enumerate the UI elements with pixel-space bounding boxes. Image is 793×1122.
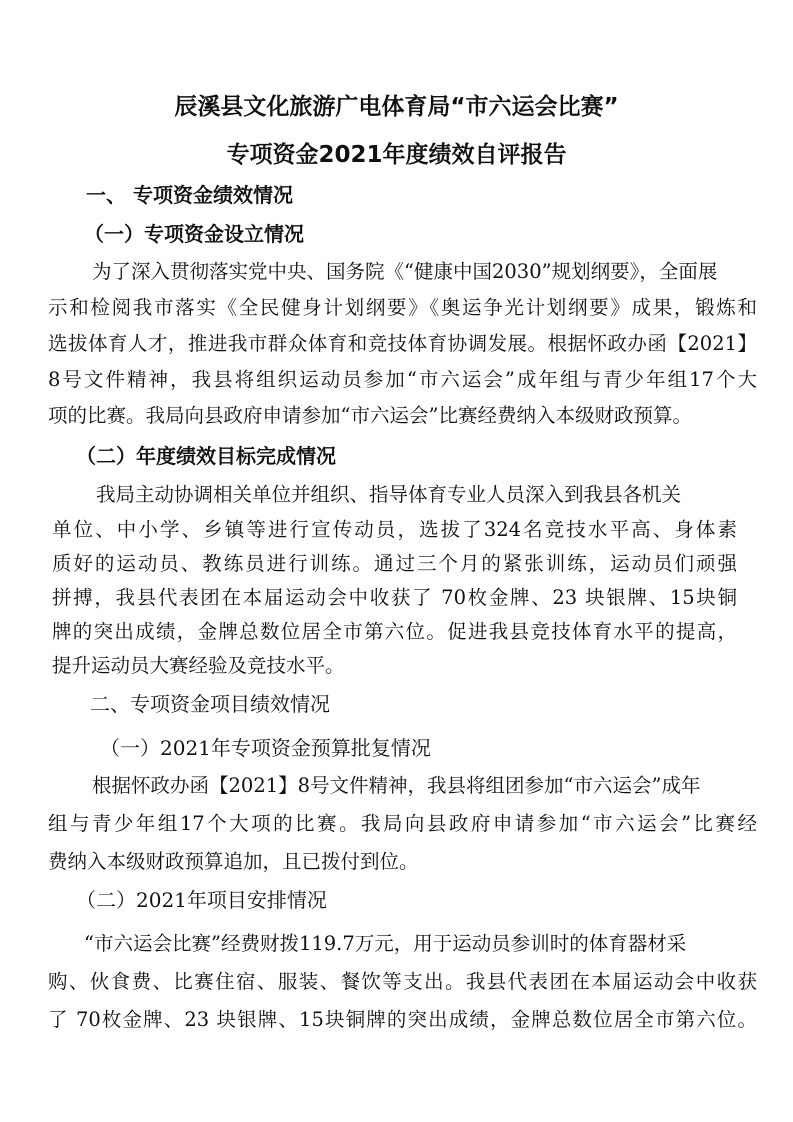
section-2-1-heading: （一）2021年专项资金预算批复情况 bbox=[100, 736, 431, 760]
paragraph-line: 项的比赛。我局向县政府申请参加“市六运会”比赛经费纳入本级财政预算。 bbox=[48, 404, 692, 427]
paragraph-line: 质好的运动员、教练员进行训练。通过三个月的紧张训练，运动员们顽强 bbox=[52, 552, 737, 575]
paragraph-line: 牌的突出成绩，金牌总数位居全市第六位。促进我县竞技体育水平的提高， bbox=[52, 620, 737, 643]
paragraph-line: 根据怀政办函【2021】8号文件精神，我县将组团参加“市六运会”成年 bbox=[92, 774, 701, 797]
paragraph-line: 费纳入本级财政预算追加，且已拨付到位。 bbox=[48, 850, 419, 873]
paragraph-line: 单位、中小学、乡镇等进行宣传动员，选拔了324名竞技水平高、身体素 bbox=[52, 518, 737, 541]
paragraph-line: 为了深入贯彻落实党中央、国务院《“健康中国2030”规划纲要》，全面展 bbox=[92, 260, 718, 283]
section-1-1-heading: （一）专项资金设立情况 bbox=[84, 222, 304, 246]
paragraph-line: “市六运会比赛”经费财拨119.7万元，用于运动员参训时的体育器材采 bbox=[84, 932, 687, 955]
paragraph-line: 组与青少年组17个大项的比赛。我局向县政府申请参加“市六运会”比赛经 bbox=[48, 812, 757, 835]
document-title-line-2: 专项资金2021年度绩效自评报告 bbox=[226, 142, 567, 168]
section-1-2-heading: （二）年度绩效目标完成情况 bbox=[76, 444, 336, 468]
document-title-line-1: 辰溪县文化旅游广电体育局“市六运会比赛” bbox=[174, 94, 619, 120]
paragraph-line: 选拔体育人才，推进我市群众体育和竞技体育协调发展。根据怀政办函【2021】 bbox=[48, 332, 757, 355]
section-1-heading: 一、 专项资金绩效情况 bbox=[86, 183, 293, 207]
paragraph-line: 拼搏，我县代表团在本届运动会中收获了 70枚金牌、23 块银牌、15块铜 bbox=[52, 586, 737, 609]
paragraph-line: 购、伙食费、比赛住宿、服装、餐饮等支出。我县代表团在本届运动会中收获 bbox=[48, 970, 757, 993]
paragraph-line: 了 70枚金牌、23 块银牌、15块铜牌的突出成绩，金牌总数位居全市第六位。 bbox=[48, 1008, 757, 1031]
section-2-heading: 二、专项资金项目绩效情况 bbox=[90, 692, 330, 716]
section-2-2-heading: （二）2021年项目安排情况 bbox=[76, 888, 327, 912]
paragraph-line: 提升运动员大赛经验及竞技水平。 bbox=[52, 654, 345, 677]
paragraph-line: 我局主动协调相关单位并组织、指导体育专业人员深入到我县各机关 bbox=[96, 483, 682, 506]
paragraph-line: 示和检阅我市落实《全民健身计划纲要》《奥运争光计划纲要》成果，锻炼和 bbox=[48, 296, 757, 319]
paragraph-line: 8号文件精神，我县将组织运动员参加“市六运会”成年组与青少年组17个大 bbox=[48, 368, 757, 391]
